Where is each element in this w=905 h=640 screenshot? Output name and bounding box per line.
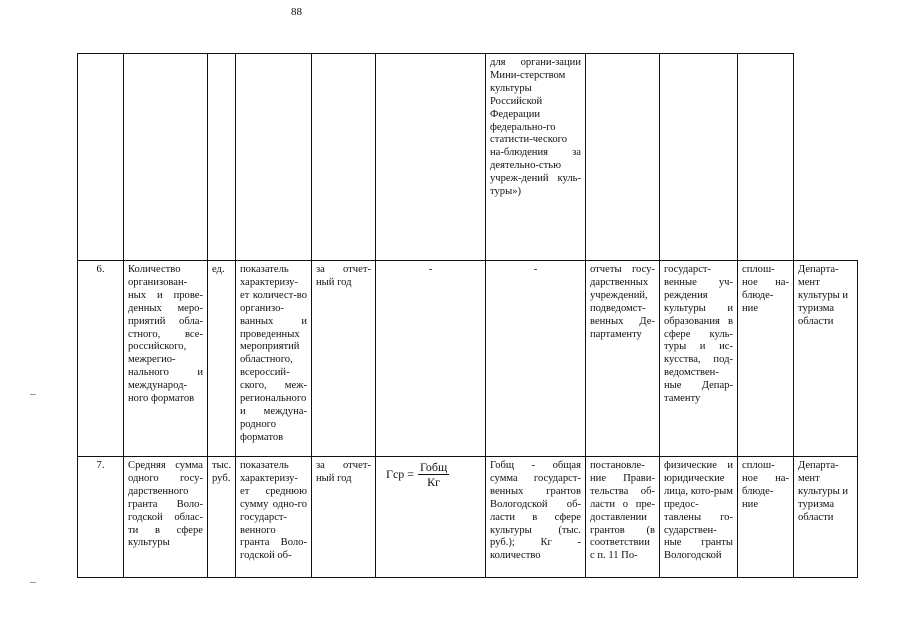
- table-row-continuation: [78, 54, 858, 261]
- formula-fraction: [418, 460, 449, 489]
- indicator-name: Средняя сумма одного госу-дарственного гранта Воло-годской облас-ти в сфере культуры: [124, 457, 208, 578]
- data-source: отчеты госу-дарственных учреждений, подведомст-венных Де-партаменту: [586, 261, 660, 457]
- formula-denominator: Кг: [427, 475, 441, 489]
- responsible-body: Департа-мент культуры и туризма области: [794, 261, 858, 457]
- row-number: 7.: [78, 457, 124, 578]
- definition: показатель характеризу-ет количест-во организо-ванных и проведенных мероприятий областного, всероссий-ского, меж-регионального и междуна-родного форматов: [236, 261, 312, 457]
- observation-population: физические и юридические лица, кото-рым предос-тавлены го-сударствен-ные гранты Вологодской: [660, 457, 738, 578]
- page-number: 88: [291, 6, 302, 18]
- formula: [376, 457, 486, 578]
- observation-population: государст-венные уч-реждения культуры и образования в сфере куль-туры и ис-кусства, под-ведомствен-ные Депар-таменту: [660, 261, 738, 457]
- variables: Гобщ - общая сумма государст-венных грантов Вологодской об-ласти в сфере культуры (тыс. руб.); Кг - количество: [486, 457, 586, 578]
- margin-mark: [30, 394, 36, 395]
- unit: ед.: [208, 261, 236, 457]
- responsible-body: Департа-мент культуры и туризма области: [794, 457, 858, 578]
- table-row: [78, 457, 858, 578]
- formula-lhs: Гср =: [386, 467, 415, 482]
- formula: -: [376, 261, 486, 457]
- data-source: постановле-ние Прави-тельства об-ласти о пре-доставлении грантов (в соответствии с п. 11 По-: [586, 457, 660, 578]
- indicator-name: Количество организован-ных и прове-денных меро-приятий обла-стного, все-российского, межрегио-нального и международ-ного форматов: [124, 261, 208, 457]
- formula-numerator: Гобщ: [420, 460, 448, 474]
- grant-formula: [386, 460, 449, 489]
- definition: показатель характеризу-ет среднюю сумму одно-го государст-венного гранта Воло-годской об-: [236, 457, 312, 578]
- observation-method: сплош-ное на-блюде-ние: [738, 261, 794, 457]
- period: за отчет-ный год: [312, 261, 376, 457]
- row-number: 6.: [78, 261, 124, 457]
- margin-mark: [30, 582, 36, 583]
- table-row: [78, 261, 858, 457]
- unit: тыс. руб.: [208, 457, 236, 578]
- variables: -: [486, 261, 586, 457]
- observation-method: сплош-ное на-блюде-ние: [738, 457, 794, 578]
- indicators-table: [77, 53, 858, 578]
- period: за отчет-ный год: [312, 457, 376, 578]
- source-cell: для органи-зации Мини-стерством культуры Российской Федерации федерально-го статисти-ческого на-блюдения за деятельно-стью учреж-дений куль-туры»): [486, 54, 586, 261]
